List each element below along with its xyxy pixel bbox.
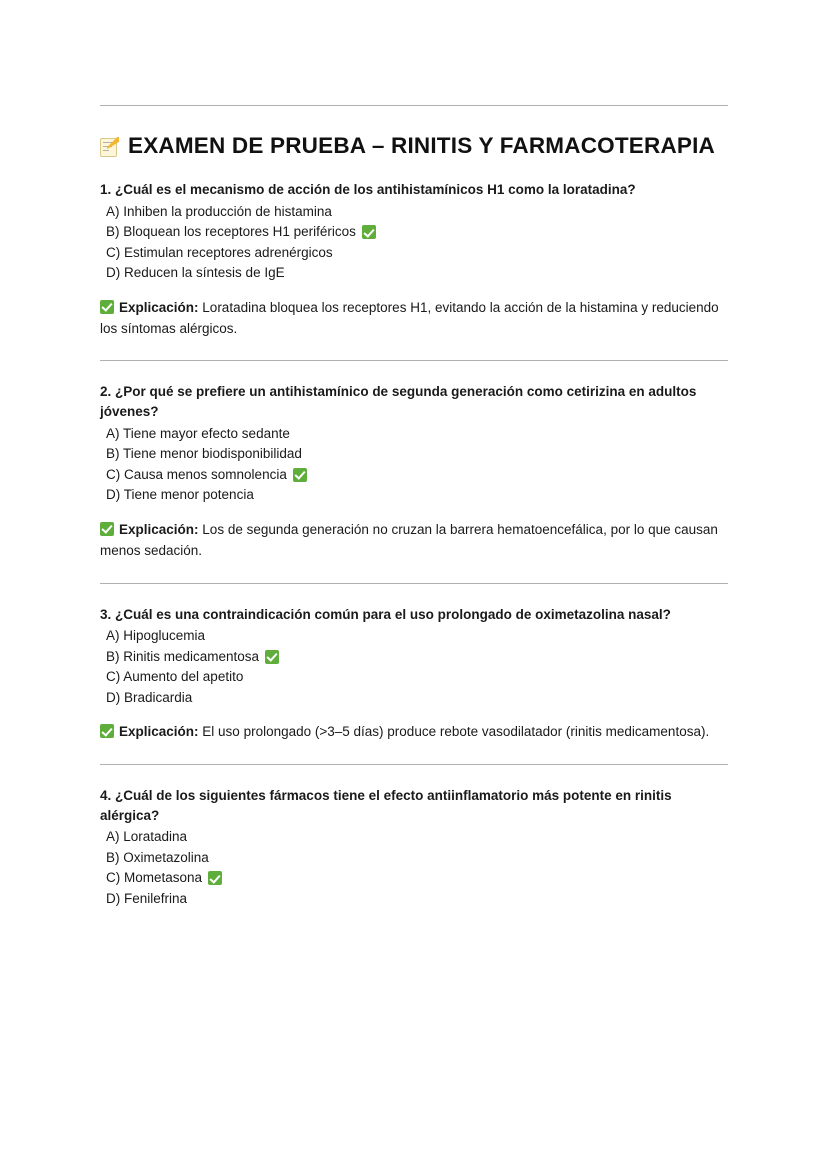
question-block: [100, 786, 728, 909]
options-list: [100, 626, 728, 708]
option-item[interactable]: [100, 202, 728, 223]
correct-answer-icon: [208, 871, 222, 885]
option-item[interactable]: [100, 243, 728, 264]
question-text: 1. ¿Cuál es el mecanismo de acción de los antihistamínicos H1 como la loratadina?: [100, 182, 636, 197]
option-item[interactable]: [100, 465, 728, 486]
option-item[interactable]: [100, 263, 728, 284]
option-item[interactable]: [100, 889, 728, 910]
explanation-text: Los de segunda generación no cruzan la barrera hematoencefálica, por lo que causan menos sedación.: [100, 521, 718, 558]
option-item[interactable]: [100, 485, 728, 506]
explanation: [100, 298, 728, 340]
option-item[interactable]: [100, 848, 728, 869]
option-item[interactable]: [100, 424, 728, 445]
option-label: D) Bradicardia: [106, 689, 193, 705]
explanation-label: Explicación:: [119, 299, 199, 315]
check-icon: [100, 300, 114, 314]
option-item[interactable]: [100, 626, 728, 647]
question-text: 2. ¿Por qué se prefiere un antihistamínico de segunda generación como cetirizina en adultos jóvenes?: [100, 384, 697, 420]
option-label: B) Rinitis medicamentosa: [106, 648, 260, 664]
explanation-label: Explicación:: [119, 521, 199, 537]
options-list: [100, 827, 728, 909]
document-page: [0, 105, 828, 1176]
correct-answer-icon: [293, 468, 307, 482]
explanation-label: Explicación:: [119, 724, 199, 740]
page-title-text: EXAMEN DE PRUEBA – RINITIS Y FARMACOTERAPIA: [128, 133, 716, 158]
option-item[interactable]: [100, 688, 728, 709]
option-label: D) Fenilefrina: [106, 890, 188, 906]
option-item[interactable]: [100, 827, 728, 848]
question-block: [100, 180, 728, 361]
option-item[interactable]: [100, 868, 728, 889]
option-label: A) Inhiben la producción de histamina: [106, 203, 332, 219]
question-block: [100, 382, 728, 583]
option-label: C) Aumento del apetito: [106, 669, 244, 685]
option-label: D) Reducen la síntesis de IgE: [106, 265, 285, 281]
memo-icon: [100, 137, 119, 156]
question-block: [100, 605, 728, 766]
correct-answer-icon: [265, 650, 279, 664]
option-item[interactable]: [100, 222, 728, 243]
option-label: C) Estimulan receptores adrenérgicos: [106, 244, 333, 260]
option-label: C) Mometasona: [106, 870, 203, 886]
option-label: A) Loratadina: [106, 829, 188, 845]
options-list: [100, 424, 728, 506]
page-title: [100, 133, 728, 159]
explanation-text: Loratadina bloquea los receptores H1, evitando la acción de la histamina y reduciendo los síntomas alérgicos.: [100, 299, 719, 336]
option-label: B) Tiene menor biodisponibilidad: [106, 446, 302, 462]
option-item[interactable]: [100, 647, 728, 668]
correct-answer-icon: [362, 225, 376, 239]
option-label: C) Causa menos somnolencia: [106, 466, 287, 482]
explanation: [100, 722, 728, 743]
top-divider: [100, 105, 728, 106]
question-text: 3. ¿Cuál es una contraindicación común para el uso prolongado de oximetazolina nasal?: [100, 606, 671, 622]
question-text: 4. ¿Cuál de los siguientes fármacos tiene el efecto antiinflamatorio más potente en rinitis alérgica?: [100, 788, 672, 823]
check-icon: [100, 724, 114, 738]
option-label: D) Tiene menor potencia: [106, 487, 254, 503]
option-item[interactable]: [100, 444, 728, 465]
explanation-text: El uso prolongado (>3–5 días) produce rebote vasodilatador (rinitis medicamentosa).: [202, 724, 710, 740]
options-list: [100, 202, 728, 284]
section-divider: [100, 360, 728, 361]
section-divider: [100, 764, 728, 765]
option-label: B) Bloquean los receptores H1 periféricos: [106, 224, 356, 240]
option-item[interactable]: [100, 667, 728, 688]
check-icon: [100, 522, 114, 536]
section-divider: [100, 583, 728, 584]
option-label: B) Oximetazolina: [106, 849, 209, 865]
option-label: A) Tiene mayor efecto sedante: [106, 425, 290, 441]
option-label: A) Hipoglucemia: [106, 628, 206, 644]
explanation: [100, 520, 728, 562]
